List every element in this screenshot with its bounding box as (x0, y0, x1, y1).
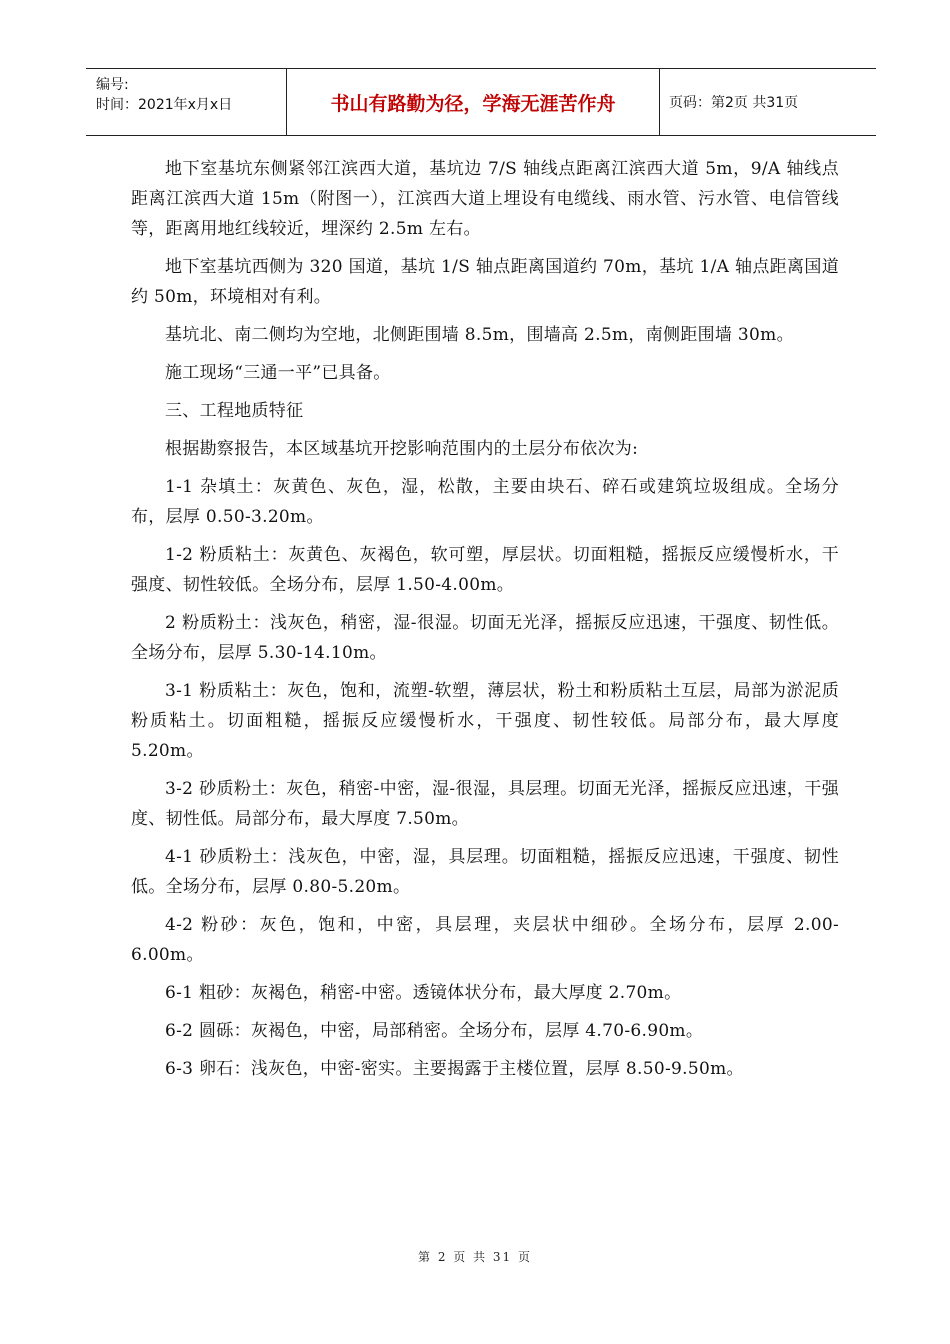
soil-layer-item: 6-2 圆砾：灰褐色，中密，局部稍密。全场分布，层厚 4.70-6.90m。 (165, 1021, 704, 1041)
soil-layer-item: 6-1 粗砂：灰褐色，稍密-中密。透镜体状分布，最大厚度 2.70m。 (165, 983, 682, 1003)
soil-layer-item: 4-2 粉砂：灰色，饱和，中密，具层理，夹层状中细砂。全场分布，层厚 2.00-6.00m。 (131, 915, 839, 965)
time-label: 时间：2021年x月x日 (96, 97, 233, 113)
document-body (131, 154, 839, 1092)
number-label: 编号: (96, 77, 129, 93)
header-page-info: 页码：第2页 共31页 (669, 95, 799, 111)
document-header (86, 68, 876, 136)
header-meta (86, 69, 287, 135)
section-heading: 三、工程地质特征 (165, 401, 304, 421)
soil-layer-item: 2 粉质粉土：浅灰色，稍密，湿-很湿。切面无光泽，摇振反应迅速，干强度、韧性低。全场分布，层厚 5.30-14.10m。 (131, 613, 839, 663)
page-footer: 第 2 页 共 31 页 (418, 1250, 532, 1264)
soil-layer-item: 3-2 砂质粉土：灰色，稍密-中密，湿-很湿，具层理。切面无光泽，摇振反应迅速，干强度、韧性低。局部分布，最大厚度 7.50m。 (131, 779, 839, 829)
paragraph: 基坑北、南二侧均为空地，北侧距围墙 8.5m，围墙高 2.5m，南侧距围墙 30m。 (165, 325, 794, 345)
paragraph: 施工现场“三通一平”已具备。 (165, 363, 391, 383)
soil-layer-item: 3-1 粉质粘土：灰色，饱和，流塑-软塑，薄层状，粉土和粉质粘土互层，局部为淤泥质粉质粘土。切面粗糙，摇振反应缓慢析水，干强度、韧性较低。局部分布，最大厚度 5.20m。 (131, 681, 839, 761)
soil-layer-item: 1-2 粉质粘土：灰黄色、灰褐色，软可塑，厚层状。切面粗糙，摇振反应缓慢析水，干强度、韧性较低。全场分布，层厚 1.50-4.00m。 (131, 545, 839, 595)
paragraph: 地下室基坑东侧紧邻江滨西大道，基坑边 7/S 轴线点距离江滨西大道 5m，9/A 轴线点距离江滨西大道 15m（附图一），江滨西大道上埋设有电缆线、雨水管、污水管、电信管线等，距离用地红线较近，埋深约 2.5m 左右。 (131, 159, 839, 239)
soil-layer-item: 4-1 砂质粉土：浅灰色，中密，湿，具层理。切面粗糙，摇振反应迅速，干强度、韧性低。全场分布，层厚 0.80-5.20m。 (131, 847, 839, 897)
soil-layer-item: 6-3 卵石：浅灰色，中密-密实。主要揭露于主楼位置，层厚 8.50-9.50m。 (165, 1059, 744, 1079)
header-motto: 书山有路勤为径，学海无涯苦作舟 (287, 69, 660, 135)
paragraph: 地下室基坑西侧为 320 国道，基坑 1/S 轴点距离国道约 70m，基坑 1/A 轴点距离国道约 50m，环境相对有利。 (131, 257, 839, 307)
soil-layer-item: 1-1 杂填土：灰黄色、灰色，湿，松散，主要由块石、碎石或建筑垃圾组成。全场分布，层厚 0.50-3.20m。 (131, 477, 839, 527)
paragraph: 根据勘察报告，本区域基坑开挖影响范围内的土层分布依次为: (165, 439, 639, 459)
